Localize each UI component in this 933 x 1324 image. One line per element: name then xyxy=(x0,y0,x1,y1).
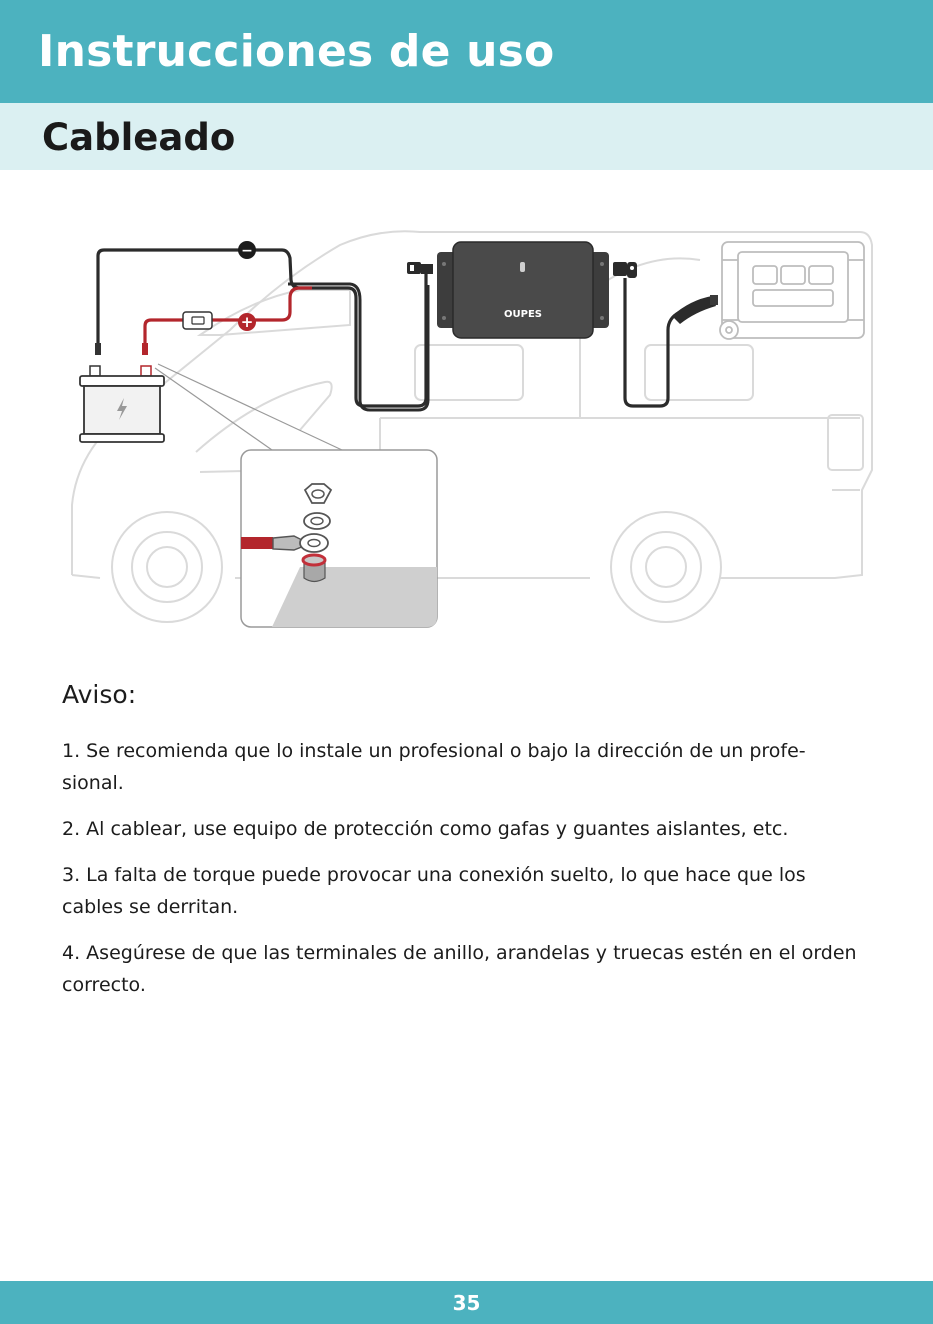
terminal-detail-inset xyxy=(241,450,437,627)
wiring-diagram xyxy=(0,170,933,650)
power-station xyxy=(720,242,864,339)
battery-icon xyxy=(80,366,164,442)
brand-logo: OUPES xyxy=(504,309,542,320)
charger-unit xyxy=(437,242,609,338)
negative-symbol: − xyxy=(241,243,253,259)
page-number: 35 xyxy=(452,1291,481,1315)
notice-title: Aviso: xyxy=(62,680,137,709)
positive-terminal-icon xyxy=(238,313,256,331)
section-title: Cableado xyxy=(42,116,236,159)
negative-terminal-icon xyxy=(238,241,256,259)
page-header xyxy=(0,0,933,103)
notice-item: 1. Se recomienda que lo instale un profesional o bajo la dirección de un profe-sional. xyxy=(62,740,806,794)
positive-symbol: + xyxy=(240,313,254,331)
page-footer xyxy=(0,1281,933,1324)
positive-cable xyxy=(142,288,312,355)
input-connector xyxy=(407,262,433,274)
fuse-icon xyxy=(183,312,212,329)
notice-item: 2. Al cablear, use equipo de protección como gafas y guantes aislantes, etc. xyxy=(62,818,789,840)
notice-item: 3. La falta de torque puede provocar una conexión suelto, lo que hace que los cables se derritan. xyxy=(62,864,806,918)
notice-item: 4. Asegúrese de que las terminales de anillo, arandelas y truecas estén en el orden correcto. xyxy=(62,942,857,996)
section-header xyxy=(0,103,933,170)
notice-section xyxy=(62,680,862,1015)
zoom-lines xyxy=(155,364,342,450)
page-title: Instrucciones de uso xyxy=(38,26,555,77)
output-cable xyxy=(613,262,718,406)
